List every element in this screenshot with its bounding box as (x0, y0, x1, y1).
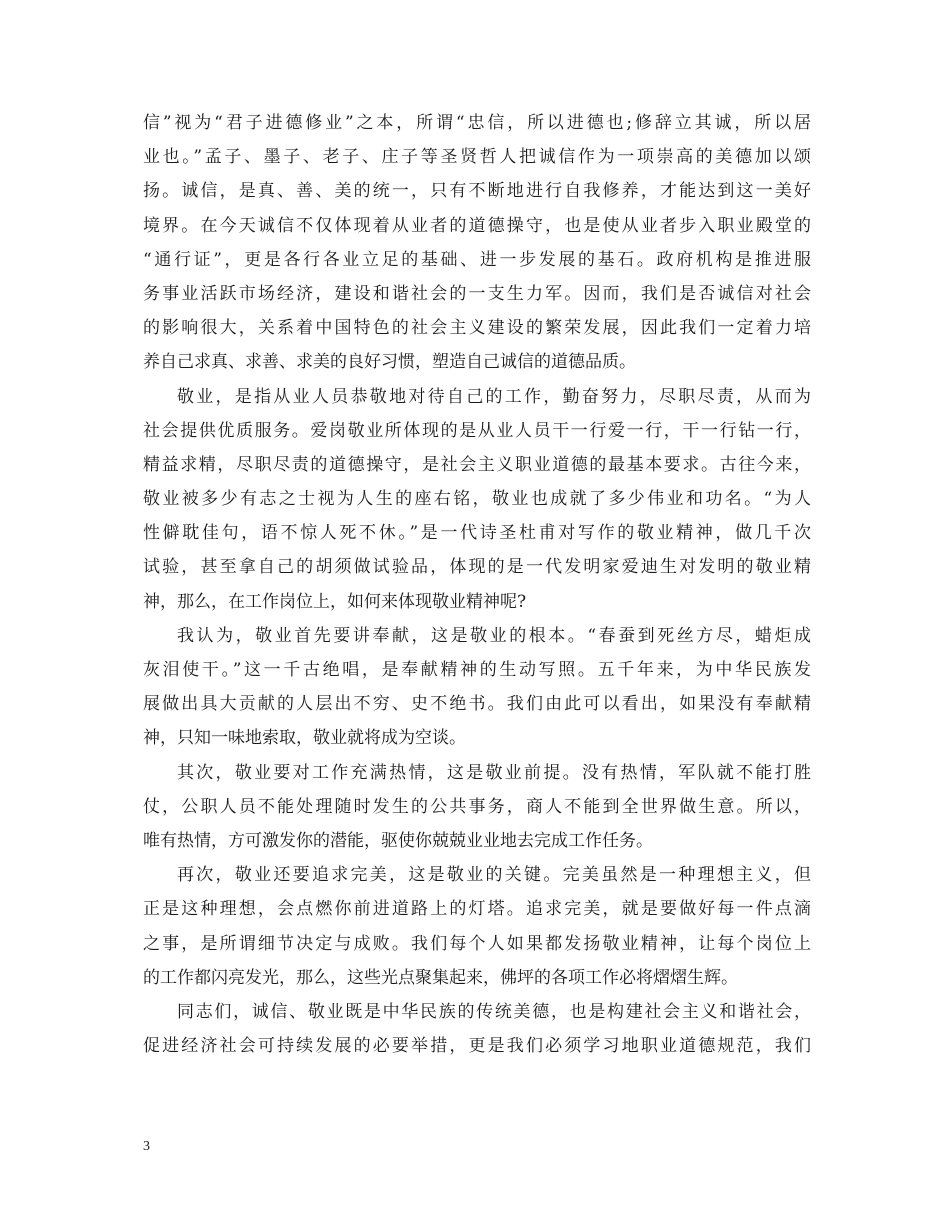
text-line: 我认为，敬业首先要讲奉献，这是敬业的根本。“春蚕到死丝方尽，蜡炬成 (177, 625, 811, 646)
text-line: 其次，敬业要对工作充满热情，这是敬业前提。没有热情，军队就不能打胜 (177, 762, 811, 783)
text-line: 境界。在今天诚信不仅体现着从业者的道德操守，也是使从业者步入职业殿堂的 (143, 215, 811, 236)
text-line: 仗，公职人员不能处理随时发生的公共事务，商人不能到全世界做生意。所以， (143, 796, 811, 817)
text-line: 扬。诚信，是真、善、美的统一，只有不断地进行自我修养，才能达到这一美好 (143, 181, 811, 202)
text-line: 业也。”孟子、墨子、老子、庄子等圣贤哲人把诚信作为一项崇高的美德加以颂 (143, 147, 811, 168)
text-line: 精益求精，尽职尽责的道德操守，是社会主义职业道德的最基本要求。古往今来， (143, 454, 811, 475)
text-line: 促进经济社会可持续发展的必要举措，更是我们必须学习地职业道德规范，我们 (143, 1036, 811, 1057)
text-line: 之事，是所谓细节决定与成败。我们每个人如果都发扬敬业精神，让每个岗位上 (143, 933, 811, 954)
text-line: 社会提供优质服务。爱岗敬业所体现的是从业人员干一行爱一行，干一行钻一行， (143, 420, 811, 441)
text-line: 唯有热情，方可激发你的潜能，驱使你兢兢业业地去完成工作任务。 (143, 830, 653, 851)
body-text (143, 106, 811, 1063)
paragraph (143, 619, 811, 756)
text-line: 神，那么，在工作岗位上，如何来体现敬业精神呢? (143, 591, 527, 612)
text-line: 灰泪使干。”这一千古绝唱，是奉献精神的生动写照。五千年来，为中华民族发 (143, 660, 811, 680)
text-line: 敬业，是指从业人员恭敬地对待自己的工作，勤奋努力，尽职尽责，从而为 (177, 386, 811, 407)
text-line: “通行证”，更是各行各业立足的基础、进一步发展的基石。政府机构是推进服 (143, 249, 811, 270)
text-line: 务事业活跃市场经济，建设和谐社会的一支生力军。因而，我们是否诚信对社会 (143, 283, 811, 304)
text-line: 同志们，诚信、敬业既是中华民族的传统美德，也是构建社会主义和谐社会， (177, 1001, 811, 1022)
paragraph (143, 380, 811, 619)
paragraph (143, 858, 811, 995)
text-line: 性僻耽佳句，语不惊人死不休。”是一代诗圣杜甫对写作的敬业精神，做几千次 (143, 523, 811, 544)
text-line: 神，只知一味地索取，敬业就将成为空谈。 (143, 728, 466, 749)
paragraph (143, 106, 811, 380)
text-line: 敬业被多少有志之士视为人生的座右铭，敬业也成就了多少伟业和功名。“为人 (143, 489, 811, 510)
text-line: 的影响很大，关系着中国特色的社会主义建设的繁荣发展，因此我们一定着力培 (143, 318, 811, 339)
text-line: 再次，敬业还要追求完美，这是敬业的关键。完美虽然是一种理想主义，但 (177, 865, 811, 886)
text-line: 的工作都闪亮发光，那么，这些光点聚集起来，佛坪的各项工作必将熠熠生辉。 (143, 967, 738, 988)
page-number: 3 (143, 1139, 150, 1154)
text-line: 展做出具大贡献的人层出不穷、史不绝书。我们由此可以看出，如果没有奉献精 (143, 694, 811, 715)
text-line: 正是这种理想，会点燃你前进道路上的灯塔。追求完美，就是要做好每一件点滴 (143, 899, 811, 920)
text-line: 试验，甚至拿自己的胡须做试验品，体现的是一代发明家爱迪生对发明的敬业精 (143, 557, 811, 578)
paragraph (143, 756, 811, 859)
text-line: 养自己求真、求善、求美的良好习惯，塑造自己诚信的道德品质。 (143, 352, 636, 373)
text-line: 信”视为“君子进德修业”之本，所谓“忠信，所以进德也;修辞立其诚，所以居 (143, 113, 811, 133)
paragraph (143, 995, 811, 1063)
